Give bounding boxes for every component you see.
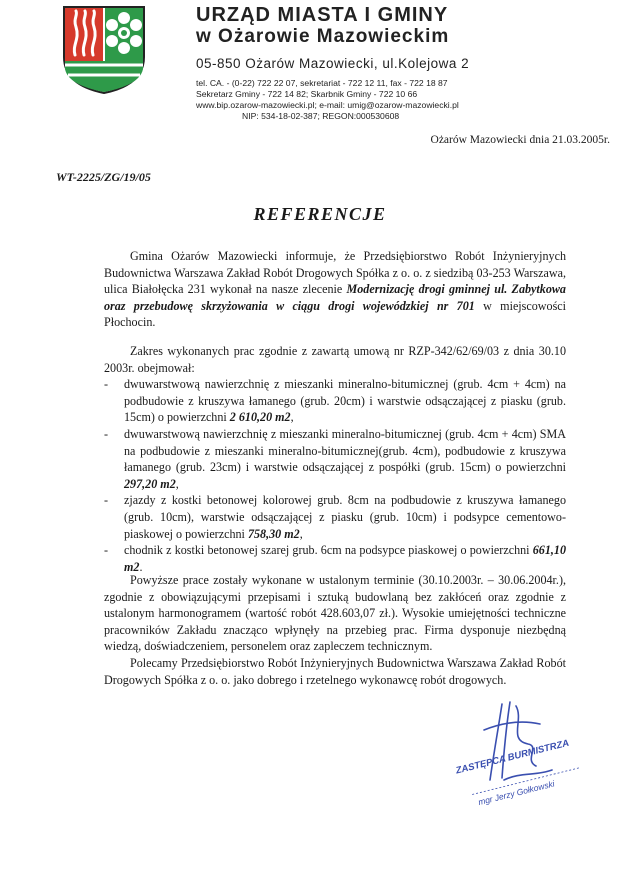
list-dash: - — [104, 426, 109, 441]
list-item — [104, 542, 566, 575]
list-item-end: , — [299, 526, 303, 541]
scope-section — [104, 343, 566, 575]
list-item-end: , — [175, 476, 179, 491]
list-item-end: . — [139, 559, 143, 574]
stamp-title: ZASTĘPCA BURMISTRZA — [454, 737, 571, 777]
paragraph-intro — [104, 248, 566, 331]
letterhead-contact: www.bip.ozarow-mazowiecki.pl; e-mail: umig@ozarow-mazowiecki.pl — [196, 100, 459, 110]
document-title: REFERENCJE — [253, 204, 387, 224]
letterhead-contact: NIP: 534-18-02-387; REGON:000530608 — [242, 111, 400, 121]
reference-number: WT-2225/ZG/19/05 — [56, 170, 151, 184]
paragraph-text: Powyższe prace zostały wykonane w ustalonym terminie (30.10.2003r. – 30.06.2004r.), zgodnie z obowiązującymi przepisami i sztuką budowlaną bez zakłóceń oraz zgodnie z ustalonym harmonogramem (wartość robót 428.603,07 zł.). Wysokie umiejętności techniczne pracowników Zakładu znacząco wpłynęły na przebieg prac. Firma dysponuje niezbędną wiedzą, doświadczeniem, personelem oraz zapleczem technicznym. — [104, 573, 566, 654]
coat-of-arms-logo — [62, 5, 146, 95]
list-item-amount: 297,20 m2 — [124, 476, 176, 491]
letterhead — [196, 4, 626, 122]
recommendation-text: Polecamy Przedsiębiorstwo Robót Inżynieryjnych Budownictwa Warszawa Zakład Robót Drogowych Spółka z o. o. jako dobrego i rzetelnego wykonawcę robót drogowych. — [104, 655, 566, 687]
letterhead-subtitle: w Ożarowie Mazowieckim — [196, 26, 450, 47]
paragraph-text: Gmina Ożarów Mazowiecki informuje, że Przedsiębiorstwo Robót Inżynieryjnych Budownictwa Warszawa Zakład Robót Drogowych Spółka z o. o. z siedzibą 03-253 Warszawa, ulica Białołęcka 231 wykonał na nasze zlecenie — [104, 249, 566, 297]
list-item — [104, 492, 566, 542]
scope-intro: Zakres wykonanych prac zgodnie z zawartą umową nr RZP-342/62/69/03 z dnia 30.10 2003r. obejmował: — [104, 344, 566, 375]
letterhead-address: 05-850 Ożarów Mazowiecki, ul.Kolejowa 2 — [196, 56, 470, 71]
signature-stamp — [444, 700, 594, 810]
list-item-amount: 2 610,20 m2 — [229, 410, 291, 425]
letterhead-contact: tel. CA. - (0-22) 722 22 07, sekretariat - 722 12 11, fax - 722 18 87 — [196, 78, 448, 88]
list-item-text: zjazdy z kostki betonowej kolorowej grub. 8cm na podbudowie z kruszywa łamanego (grub. 10cm), warstwie odsączającej z piasku (grub. 10cm) i podsypce cementowo-piaskowej o powierzchni — [124, 493, 566, 541]
paragraph-conclusion — [104, 572, 566, 688]
list-item-amount: 661,10 m2 — [124, 543, 566, 574]
scope-list — [104, 376, 566, 575]
list-item-text: chodnik z kostki betonowej szarej grub. 6cm na podsypce piaskowej o powierzchni — [124, 543, 530, 558]
list-item-amount: 758,30 m2 — [247, 526, 300, 541]
list-dash: - — [104, 377, 109, 392]
project-name: Modernizację drogi gminnej ul. Zabytkowa oraz przebudowę skrzyżowania w ciągu drogi wojewódzkiej nr 701 — [104, 282, 566, 313]
list-dash: - — [104, 543, 109, 558]
letterhead-contact: Sekretarz Gminy - 722 14 82; Skarbnik Gminy - 722 10 66 — [196, 89, 418, 99]
list-item-end: , — [290, 410, 294, 425]
paragraph-text: w miejscowości Płochocin. — [104, 298, 567, 330]
stamp-signer: mgr Jerzy Gołkowski — [477, 778, 556, 808]
document-date: Ożarów Mazowiecki dnia 21.03.2005r. — [430, 134, 610, 146]
list-item — [104, 426, 566, 492]
list-item-text: dwuwarstwową nawierzchnię z mieszanki mineralno-bitumicznej (grub. 4cm + 4cm) na podbudowie z kruszywa łamanego (grub. 20cm) i warstwie odsączającej z piasku (grub. 15cm) o powierzchni — [124, 377, 566, 425]
list-dash: - — [104, 493, 109, 508]
letterhead-title: URZĄD MIASTA I GMINY — [196, 4, 449, 26]
list-item — [104, 376, 566, 426]
list-item-text: dwuwarstwową nawierzchnię z mieszanki mineralno-bitumicznej (grub. 4cm + 4cm) SMA na podbudowie z mieszanki mineralno-bitumicznej(grub. 4cm), podbudowie z kruszywa łamanego (grub. 23cm) i warstwie odsączającej z pospółki (grub. 15cm) o powierzchni — [124, 426, 566, 475]
